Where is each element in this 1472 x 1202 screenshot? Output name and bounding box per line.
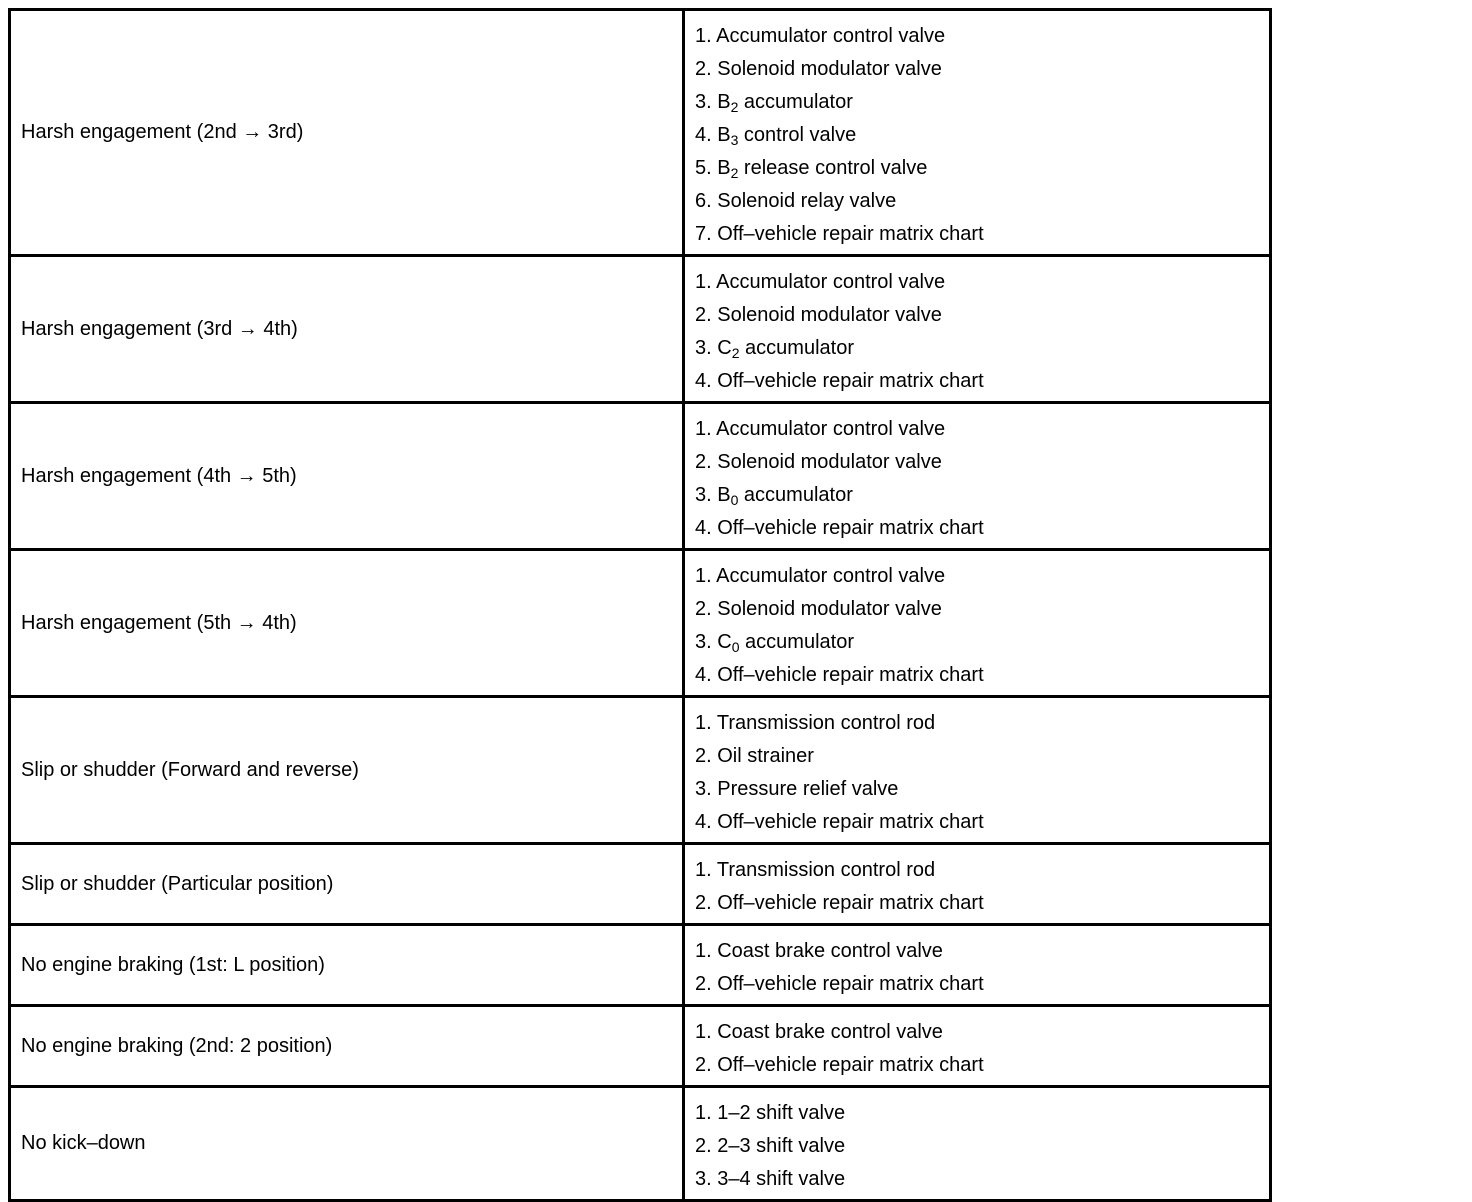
inspection-item [695,1130,1269,1163]
inspection-item-text: 1. Coast brake control valve [695,1021,943,1043]
inspection-item [695,332,1269,365]
inspection-item-text: 3. B [695,91,731,113]
symptom-cell: Harsh engagement (3rd → 4th) [10,256,684,403]
symptom-cell: Slip or shudder (Particular position) [10,844,684,925]
symptom-cell: Slip or shudder (Forward and reverse) [10,697,684,844]
inspection-items-cell [684,697,1271,844]
inspection-item [695,446,1269,479]
inspection-item [695,773,1269,806]
inspection-item-text: 1. Accumulator control valve [695,271,946,293]
inspection-item-text: 4. B [695,124,731,146]
table-row [10,403,1271,550]
symptom-cell: No kick–down [10,1087,684,1201]
inspection-item [695,1016,1269,1049]
inspection-item [695,593,1269,626]
inspection-items-cell [684,1087,1271,1201]
inspection-item-text: 3. B [695,484,731,506]
inspection-item [695,479,1269,512]
table-row [10,844,1271,925]
inspection-item-text: 2. 2–3 shift valve [695,1135,846,1157]
inspection-item-subscript: 2 [730,99,739,115]
inspection-item-text-suffix: accumulator [738,91,853,113]
inspection-item [695,1049,1269,1082]
inspection-item-text: 4. Off–vehicle repair matrix chart [695,664,984,686]
inspection-item-text: 3. Pressure relief valve [695,778,899,800]
inspection-item-text: 2. Solenoid modulator valve [695,58,942,80]
table-row [10,550,1271,697]
inspection-item-text: 1. Transmission control rod [695,712,936,734]
inspection-item-text: 1. 1–2 shift valve [695,1102,846,1124]
inspection-item-text: 1. Coast brake control valve [695,940,943,962]
inspection-item-text: 3. C [695,337,732,359]
inspection-item [695,266,1269,299]
table-row [10,1087,1271,1201]
inspection-item [695,218,1269,251]
inspection-item-text: 4. Off–vehicle repair matrix chart [695,370,984,392]
inspection-items-cell [684,925,1271,1006]
inspection-item-text-suffix: control valve [738,124,857,146]
inspection-item-text: 2. Off–vehicle repair matrix chart [695,973,984,995]
symptom-cell: Harsh engagement (4th → 5th) [10,403,684,550]
inspection-item [695,299,1269,332]
inspection-item [695,185,1269,218]
inspection-item-text: 4. Off–vehicle repair matrix chart [695,811,984,833]
inspection-item [695,86,1269,119]
inspection-item [695,365,1269,398]
inspection-item-text-suffix: accumulator [738,484,853,506]
inspection-items-cell [684,403,1271,550]
inspection-items-cell [684,1006,1271,1087]
table-row [10,1006,1271,1087]
inspection-item-text-suffix: release control valve [738,157,928,179]
table-row [10,925,1271,1006]
inspection-item-text: 2. Off–vehicle repair matrix chart [695,892,984,914]
inspection-item-text-suffix: accumulator [739,337,854,359]
inspection-item [695,53,1269,86]
inspection-item-subscript: 3 [730,132,739,148]
table-row [10,697,1271,844]
table-row [10,256,1271,403]
inspection-item [695,887,1269,920]
inspection-item [695,935,1269,968]
inspection-item-text: 2. Solenoid modulator valve [695,598,942,620]
symptom-cell: Harsh engagement (2nd → 3rd) [10,10,684,256]
inspection-item [695,20,1269,53]
troubleshooting-table [8,8,1272,1202]
inspection-item [695,560,1269,593]
inspection-item [695,740,1269,773]
symptom-cell: Harsh engagement (5th → 4th) [10,550,684,697]
inspection-item-text: 6. Solenoid relay valve [695,190,897,212]
inspection-item-text: 1. Transmission control rod [695,859,936,881]
inspection-items-cell [684,10,1271,256]
inspection-items-cell [684,550,1271,697]
inspection-item-text: 1. Accumulator control valve [695,25,946,47]
inspection-item [695,119,1269,152]
inspection-item-text: 7. Off–vehicle repair matrix chart [695,223,984,245]
inspection-item-text: 2. Solenoid modulator valve [695,304,942,326]
inspection-item-subscript: 0 [730,492,739,508]
inspection-item [695,152,1269,185]
troubleshooting-table-body [10,10,1271,1201]
inspection-item-text: 3. C [695,631,732,653]
inspection-items-cell [684,844,1271,925]
inspection-item-text: 4. Off–vehicle repair matrix chart [695,517,984,539]
inspection-item [695,1097,1269,1130]
inspection-item-text: 5. B [695,157,731,179]
inspection-item [695,854,1269,887]
inspection-item-text: 1. Accumulator control valve [695,565,946,587]
inspection-item-subscript: 2 [730,165,739,181]
inspection-item-subscript: 0 [731,639,740,655]
inspection-item [695,413,1269,446]
inspection-item [695,512,1269,545]
inspection-item [695,707,1269,740]
inspection-item [695,626,1269,659]
inspection-item-text: 2. Solenoid modulator valve [695,451,942,473]
inspection-item-text: 2. Off–vehicle repair matrix chart [695,1054,984,1076]
inspection-item [695,968,1269,1001]
inspection-item-subscript: 2 [731,345,740,361]
inspection-item-text: 3. 3–4 shift valve [695,1168,846,1190]
inspection-items-cell [684,256,1271,403]
table-row [10,10,1271,256]
inspection-item-text: 1. Accumulator control valve [695,418,946,440]
inspection-item-text-suffix: accumulator [739,631,854,653]
symptom-cell: No engine braking (2nd: 2 position) [10,1006,684,1087]
symptom-cell: No engine braking (1st: L position) [10,925,684,1006]
inspection-item [695,1163,1269,1196]
inspection-item-text: 2. Oil strainer [695,745,814,767]
inspection-item [695,806,1269,839]
inspection-item [695,659,1269,692]
